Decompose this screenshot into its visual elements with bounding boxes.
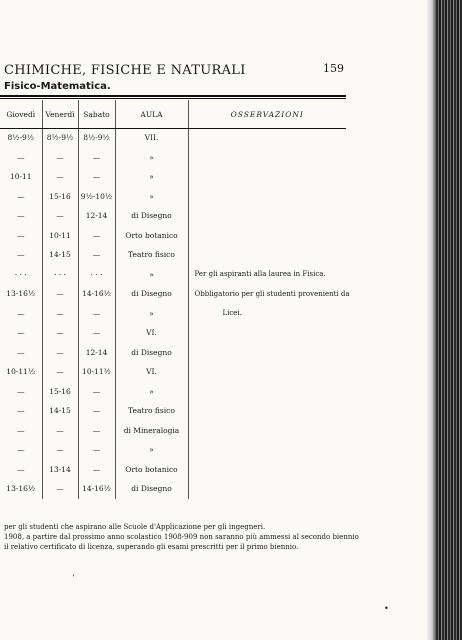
top-rule [0,95,346,97]
table-row [0,343,346,363]
cell-giovedi: — [17,308,25,318]
cell-aula: » [115,167,188,187]
table-row [0,460,346,480]
cell-sabato: 9½-10½ [78,187,115,207]
table-row [0,206,346,226]
table-row [0,323,346,343]
cell-osservazioni: Licei. [188,304,346,324]
cell-giovedi: 13-16½ [6,484,36,494]
cell-aula: » [115,265,188,285]
cell-sabato: — [78,226,115,246]
cell-giovedi: 8½-9½ [7,133,35,143]
cell-aula: » [115,382,188,402]
cell-aula: di Mineralogia [115,421,188,441]
cell-sabato: 12-14 [78,206,115,226]
table-row [0,440,346,460]
cell-venerdi: 8½-9½ [42,128,78,148]
cell-giovedi: — [17,191,25,201]
cell-aula: VI. [115,323,188,343]
cell-aula: di Disegno [115,479,188,499]
cell-sabato: — [78,401,115,421]
cell-osservazioni [188,226,346,246]
cell-osservazioni [188,128,346,148]
cell-osservazioni [188,245,346,265]
cell-sabato: 14-16½ [78,284,115,304]
cell-aula: di Disegno [115,284,188,304]
cell-giovedi: 13-16½ [6,289,36,299]
top-rule-thin [0,98,346,99]
cell-giovedi: — [17,445,25,455]
cell-venerdi: — [42,440,78,460]
cell-giovedi: 10-11 [9,172,32,182]
cell-osservazioni [188,148,346,168]
cell-sabato: — [78,323,115,343]
cell-osservazioni: Per gli aspiranti alla laurea in Fisica. [188,265,346,285]
cell-venerdi: 14-15 [42,401,78,421]
table-header-row [0,100,346,128]
page-number: 159 [323,62,344,75]
cell-sabato: · · · [78,265,115,285]
table-row [0,245,346,265]
cell-osservazioni [188,479,346,499]
cell-giovedi: 10-11½ [6,367,36,377]
cell-osservazioni [188,323,346,343]
cell-venerdi: — [42,323,78,343]
cell-giovedi: — [17,464,25,474]
table-row [0,401,346,421]
cell-venerdi: — [42,284,78,304]
column-header-giovedi: Giovedì [6,109,36,119]
cell-venerdi: 13-14 [42,460,78,480]
cell-sabato: — [78,440,115,460]
table-row [0,421,346,441]
cell-sabato: — [78,460,115,480]
cell-sabato: — [78,148,115,168]
cell-aula: Orto botanico [115,460,188,480]
cell-sabato: — [78,304,115,324]
cell-giovedi: — [17,406,25,416]
cell-aula: VII. [115,128,188,148]
column-header-sabato: Sabato [78,100,115,128]
cell-aula: » [115,148,188,168]
cell-osservazioni [188,187,346,207]
cell-osservazioni [188,206,346,226]
cell-venerdi: 15-16 [42,382,78,402]
cell-giovedi: — [17,347,25,357]
cell-aula: di Disegno [115,343,188,363]
page-subtitle: Fisico-Matematica. [4,81,111,92]
cell-aula: Teatro fisico [115,401,188,421]
cell-osservazioni [188,343,346,363]
cell-aula: Orto botanico [115,226,188,246]
cell-aula: Teatro fisico [115,245,188,265]
cell-osservazioni: Obbligatorio per gli studenti provenienti da [188,284,346,304]
cell-sabato: 12-14 [78,343,115,363]
table-row [0,362,346,382]
column-header-aula: AULA [115,100,188,128]
cell-aula: » [115,440,188,460]
footnote-2: 1908, a partire dal prossimo anno scolastico 1908-909 non saranno più ammessi al secondo biennio [4,533,359,541]
cell-osservazioni [188,460,346,480]
cell-venerdi: — [42,479,78,499]
cell-osservazioni [188,440,346,460]
cell-venerdi: — [42,206,78,226]
cell-giovedi: · · · [14,269,27,279]
cell-osservazioni [188,382,346,402]
book-edge [436,0,462,640]
header-underline [0,128,346,129]
cell-giovedi: — [17,230,25,240]
cell-sabato: 10-11½ [78,362,115,382]
cell-venerdi: — [42,362,78,382]
cell-venerdi: — [42,148,78,168]
cell-venerdi: — [42,421,78,441]
cell-sabato: — [78,382,115,402]
cell-giovedi: — [17,328,25,338]
cell-sabato: — [78,421,115,441]
cell-venerdi: 10-11 [42,226,78,246]
cell-sabato: 14-16½ [78,479,115,499]
table-row [0,265,346,285]
cell-osservazioni [188,401,346,421]
ink-speck: • [384,604,389,613]
cell-venerdi: — [42,167,78,187]
table-body [0,128,350,499]
cell-sabato: — [78,167,115,187]
cell-osservazioni [188,421,346,441]
table-row [0,167,346,187]
cell-aula: » [115,304,188,324]
cell-osservazioni [188,167,346,187]
ink-speck: ʼ [72,574,75,583]
cell-giovedi: — [17,152,25,162]
table-row [0,187,346,207]
column-header-osservazioni: OSSERVAZIONI [188,100,346,128]
table-row [0,479,346,499]
page-title: CHIMICHE, FISICHE E NATURALI [4,63,246,78]
cell-aula: di Disegno [115,206,188,226]
cell-giovedi: — [17,211,25,221]
footnote-1: per gli studenti che aspirano alle Scuole d'Applicazione per gli ingegneri. [4,523,266,531]
cell-venerdi: 14-15 [42,245,78,265]
cell-sabato: 8½-9½ [78,128,115,148]
cell-venerdi: — [42,343,78,363]
table-row [0,284,346,304]
cell-giovedi: — [17,425,25,435]
cell-aula: VI. [115,362,188,382]
schedule-table [0,100,350,499]
table-row [0,226,346,246]
table-row [0,382,346,402]
cell-sabato: — [78,245,115,265]
cell-giovedi: — [17,386,25,396]
cell-giovedi: — [17,250,25,260]
footnote-3: il relativo certificato di licenza, superando gli esami prescritti per il primo biennio. [4,543,299,551]
page-gutter [426,0,436,640]
column-header-venerdi: Venerdì [42,100,78,128]
table-row [0,148,346,168]
cell-venerdi: · · · [42,265,78,285]
cell-venerdi: 15-16 [42,187,78,207]
cell-osservazioni [188,362,346,382]
cell-venerdi: — [42,304,78,324]
table-row [0,128,346,148]
cell-aula: » [115,187,188,207]
table-row [0,304,346,324]
